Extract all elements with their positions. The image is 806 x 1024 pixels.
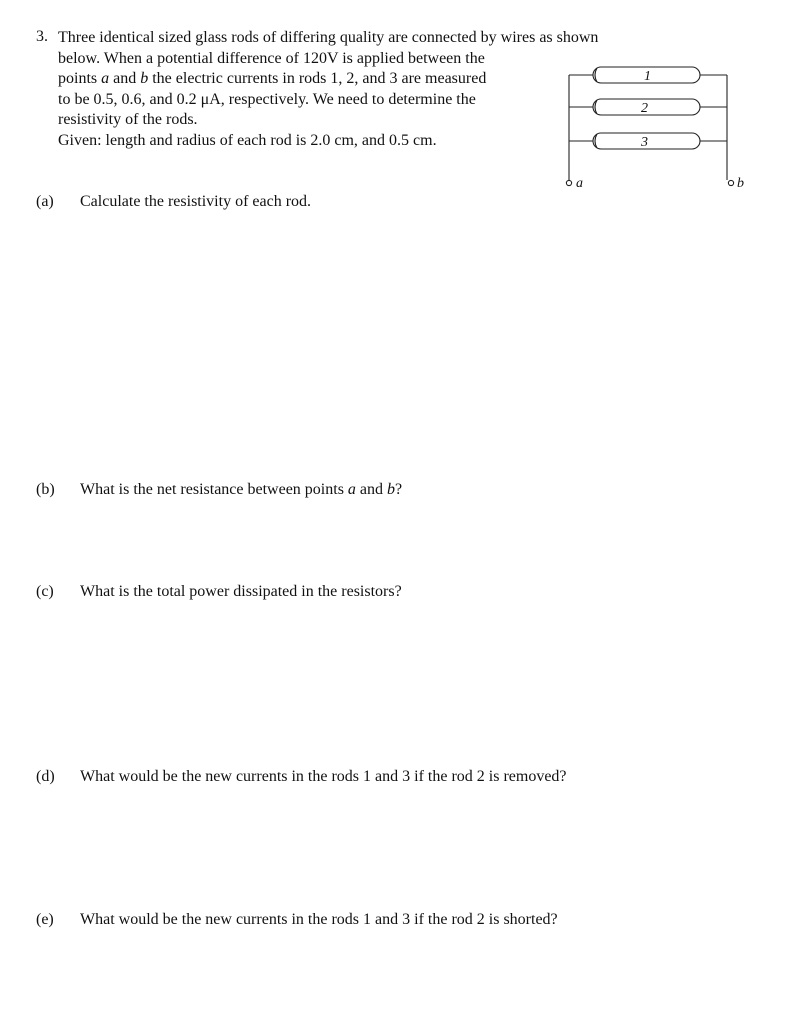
circuit-diagram [555,58,755,198]
text-segment: and [109,70,141,87]
rod-2-label: 2 [641,101,648,116]
part-b-label: (b) [36,481,55,498]
terminal-a-node [566,180,571,185]
problem-statement-line-1: Three identical sized glass rods of differing quality are connected by wires as shown [58,29,599,46]
part-c-question: What is the total power dissipated in the resistors? [80,583,402,600]
terminal-b-label: b [737,176,744,191]
problem-number: 3. [36,28,48,45]
rod-3-label: 3 [641,135,648,150]
terminal-b-node [728,180,733,185]
part-a-label: (a) [36,193,54,210]
problem-statement-line-4: to be 0.5, 0.6, and 0.2 μA, respectively. We need to determine the [58,90,476,108]
terminal-a-label: a [576,176,583,191]
point-a-variable: a [347,481,356,498]
text-segment: What is the net resistance between points [80,481,348,498]
text-segment: points [58,70,102,87]
text-segment: and [355,481,388,498]
part-d-label: (d) [36,768,55,785]
part-c-label: (c) [36,583,54,600]
part-a-question: Calculate the resistivity of each rod. [80,193,312,210]
point-a-variable: a [101,70,110,87]
text-segment: the electric currents in rods 1, 2, and 3 are measured [148,70,487,87]
part-d-question: What would be the new currents in the rods 1 and 3 if the rod 2 is removed? [80,768,567,785]
rod-1-label: 1 [644,69,651,84]
problem-statement-line-5: resistivity of the rods. [58,111,198,128]
text-segment: ? [395,481,403,498]
problem-statement-line-2: below. When a potential difference of 120V is applied between the [58,49,485,67]
point-b-variable: b [140,70,149,87]
problem-given-line: Given: length and radius of each rod is 2.0 cm, and 0.5 cm. [58,131,437,149]
part-e-question: What would be the new currents in the rods 1 and 3 if the rod 2 is shorted? [80,911,558,928]
part-e-label: (e) [36,911,54,928]
point-b-variable: b [387,481,396,498]
problem-statement-line-3 [58,69,486,90]
part-b-question [80,481,402,499]
